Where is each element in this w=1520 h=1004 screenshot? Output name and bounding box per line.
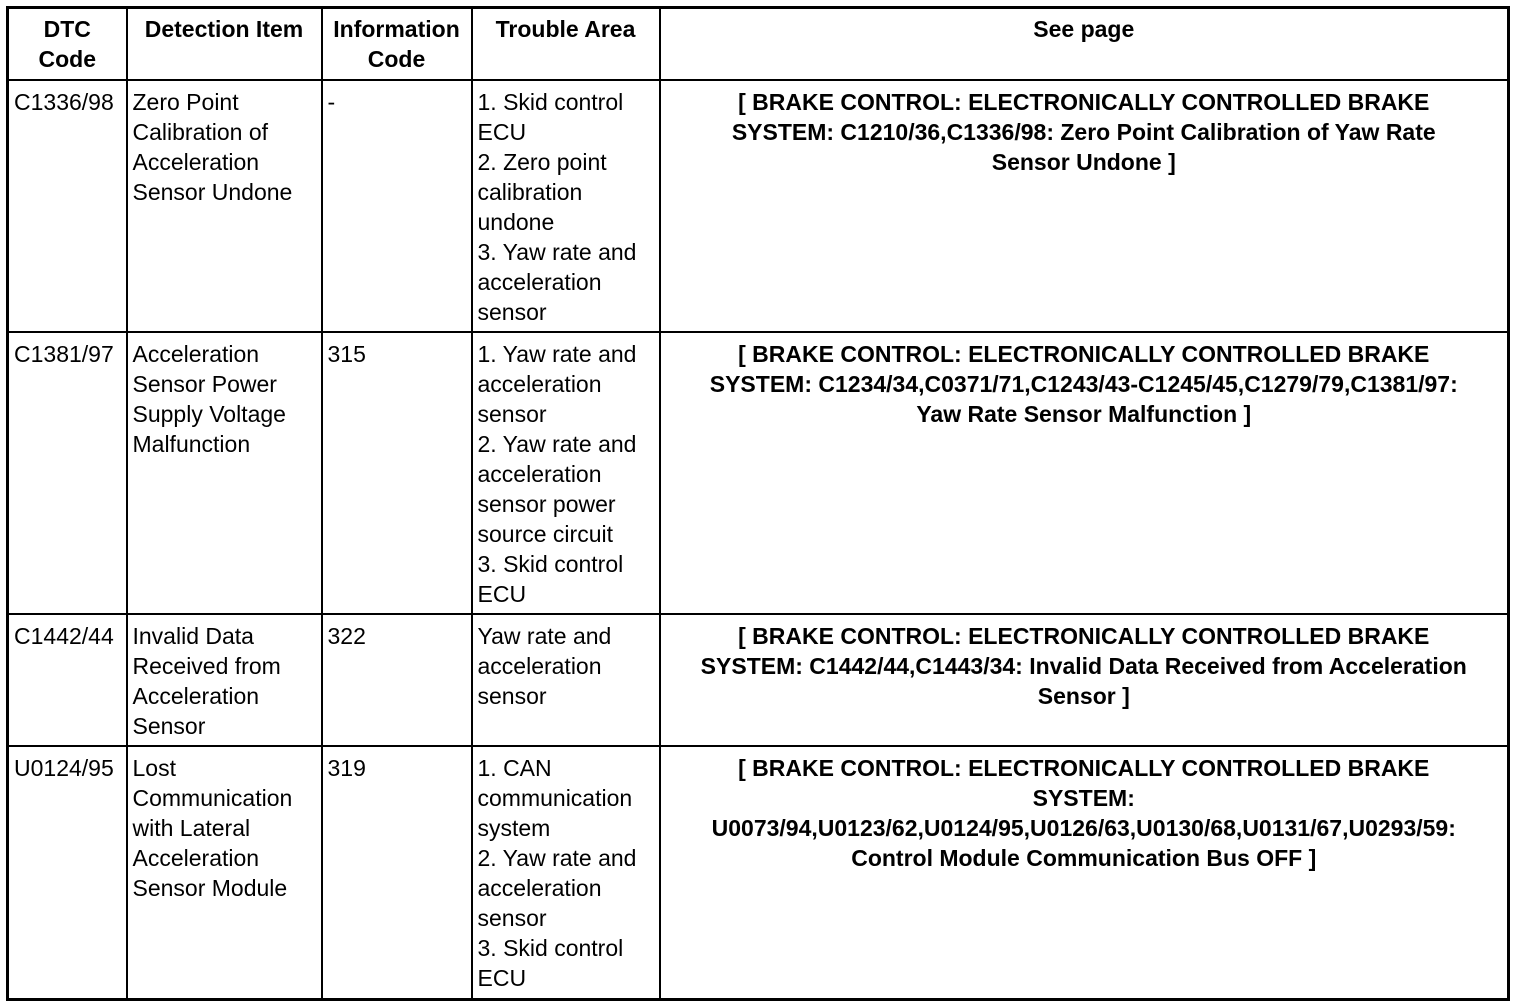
- table-row: [8, 746, 1509, 1000]
- trouble-area-cell: 1. CAN communication system 2. Yaw rate and acceleration sensor 3. Skid control ECU: [472, 746, 660, 1000]
- detection-item-cell: Zero Point Calibration of Acceleration Sensor Undone: [127, 80, 322, 332]
- col-header-see-page: See page: [660, 8, 1509, 80]
- dtc-code-cell: C1381/97: [8, 332, 127, 614]
- information-code-cell: -: [322, 80, 472, 332]
- dtc-code-cell: C1336/98: [8, 80, 127, 332]
- table-row: [8, 332, 1509, 614]
- trouble-area-cell: 1. Yaw rate and acceleration sensor 2. Yaw rate and acceleration sensor power source circuit 3. Skid control ECU: [472, 332, 660, 614]
- dtc-code-cell: U0124/95: [8, 746, 127, 1000]
- dtc-code-cell: C1442/44: [8, 614, 127, 746]
- trouble-area-cell: Yaw rate and acceleration sensor: [472, 614, 660, 746]
- col-header-dtc-code: DTC Code: [8, 8, 127, 80]
- see-page-link[interactable]: [ BRAKE CONTROL: ELECTRONICALLY CONTROLLED BRAKE SYSTEM: U0073/94,U0123/62,U0124/95,U0126/63,U0130/68,U0131/67,U0293/59: Control Module Communication Bus OFF ]: [660, 746, 1509, 1000]
- table-row: [8, 614, 1509, 746]
- col-header-detection-item: Detection Item: [127, 8, 322, 80]
- information-code-cell: 319: [322, 746, 472, 1000]
- trouble-area-cell: 1. Skid control ECU 2. Zero point calibration undone 3. Yaw rate and acceleration sensor: [472, 80, 660, 332]
- detection-item-cell: Acceleration Sensor Power Supply Voltage Malfunction: [127, 332, 322, 614]
- dtc-table: [6, 6, 1510, 1001]
- information-code-cell: 315: [322, 332, 472, 614]
- header-row: [8, 8, 1509, 80]
- information-code-cell: 322: [322, 614, 472, 746]
- detection-item-cell: Lost Communication with Lateral Acceleration Sensor Module: [127, 746, 322, 1000]
- see-page-link[interactable]: [ BRAKE CONTROL: ELECTRONICALLY CONTROLLED BRAKE SYSTEM: C1234/34,C0371/71,C1243/43-C1245/45,C1279/79,C1381/97: Yaw Rate Sensor Malfunction ]: [660, 332, 1509, 614]
- detection-item-cell: Invalid Data Received from Acceleration Sensor: [127, 614, 322, 746]
- col-header-trouble-area: Trouble Area: [472, 8, 660, 80]
- col-header-information-code: Information Code: [322, 8, 472, 80]
- see-page-link[interactable]: [ BRAKE CONTROL: ELECTRONICALLY CONTROLLED BRAKE SYSTEM: C1442/44,C1443/34: Invalid Data Received from Acceleration Sensor ]: [660, 614, 1509, 746]
- see-page-link[interactable]: [ BRAKE CONTROL: ELECTRONICALLY CONTROLLED BRAKE SYSTEM: C1210/36,C1336/98: Zero Point Calibration of Yaw Rate Sensor Undone ]: [660, 80, 1509, 332]
- table-row: [8, 80, 1509, 332]
